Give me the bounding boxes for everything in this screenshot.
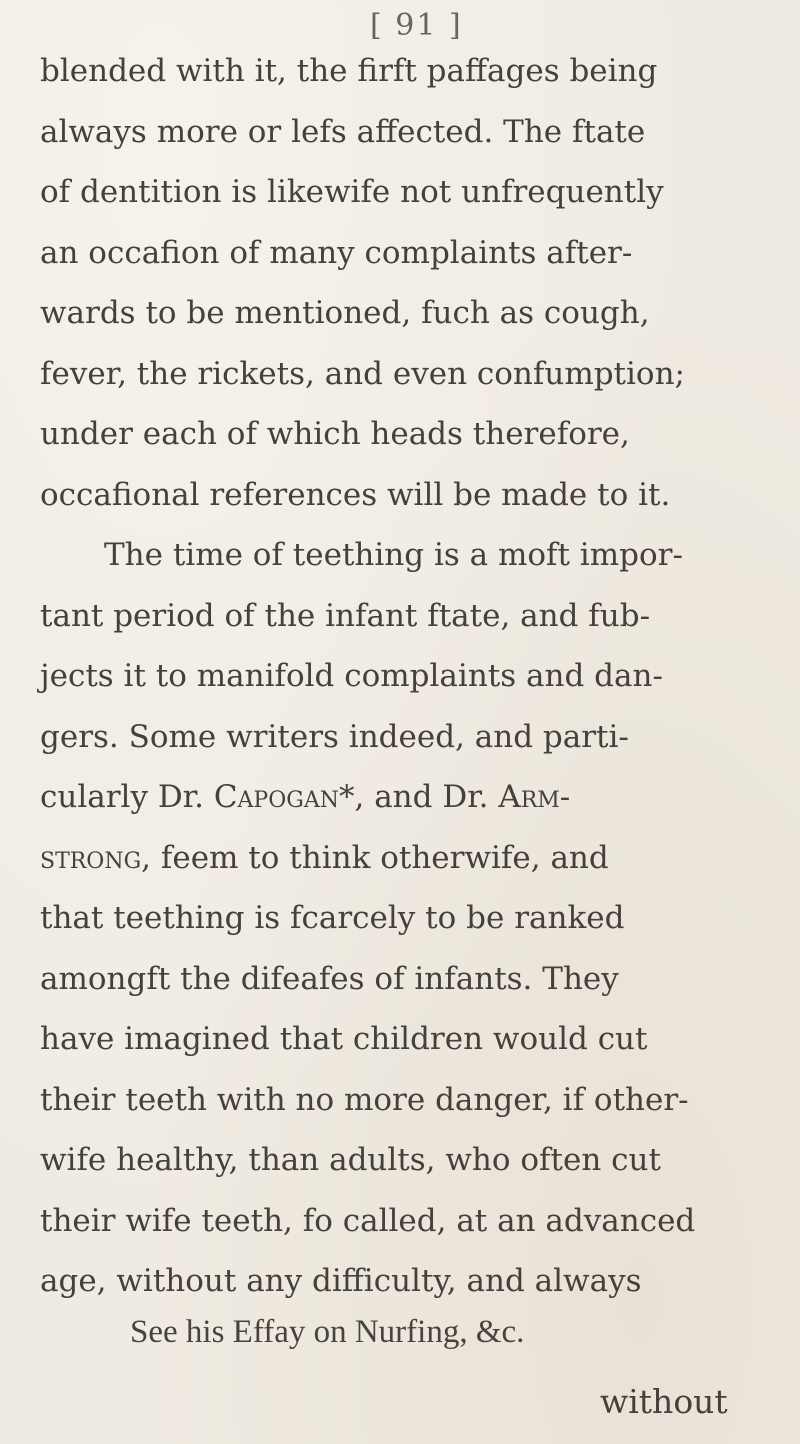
text-line-11: jects it to manifold complaints and dan- <box>40 658 663 694</box>
text-line-7: under each of which heads therefore, <box>40 416 630 452</box>
text-line-6: fever, the rickets, and even confumption; <box>40 355 686 392</box>
author-armstrong-part-1: Arm- <box>498 779 571 815</box>
text-line-18: their teeth with no more danger, if other- <box>40 1081 689 1118</box>
text-line-14-rest: , feem to think otherwife, and <box>141 839 609 876</box>
text-line-5: wards to be mentioned, fuch as cough, <box>40 295 650 331</box>
text-line-20: their wife teeth, fo called, at an advanced <box>40 1202 696 1239</box>
text-line-8: occafional references will be made to it. <box>40 476 671 513</box>
text-line-10: tant period of the infant ftate, and fub- <box>40 597 651 634</box>
footnote: See his Effay on Nurfing, &c. <box>130 1314 525 1350</box>
text-line-16: amongft the difeafes of infants. They <box>40 960 619 997</box>
text-line-15: that teething is fcarcely to be ranked <box>40 900 625 936</box>
text-line-4: an occafion of many complaints after- <box>40 234 633 271</box>
page-number: [ 91 ] <box>370 8 463 43</box>
text-line-17: have imagined that children would cut <box>40 1021 648 1057</box>
text-line-2: always more or lefs affected. The ftate <box>40 113 646 150</box>
text-line-3: of dentition is likewife not unfrequently <box>40 174 664 210</box>
text-line-13 <box>40 778 570 816</box>
text-line-14 <box>40 839 609 877</box>
text-line-9: The time of teething is a moft impor- <box>104 537 683 573</box>
text-line-1: blended with it, the firft paffages being <box>40 53 658 89</box>
text-line-21: age, without any difficulty, and always <box>40 1263 642 1299</box>
author-armstrong-part-2: strong <box>40 839 142 876</box>
catchword: without <box>600 1382 728 1421</box>
text-line-19: wife healthy, than adults, who often cut <box>40 1142 661 1178</box>
text-line-12: gers. Some writers indeed, and parti- <box>40 718 629 755</box>
text-line-13-part-2: , and Dr. <box>354 779 499 815</box>
text-line-13-part-1: cularly Dr. <box>40 779 214 815</box>
author-capogan: Capogan* <box>213 779 355 815</box>
